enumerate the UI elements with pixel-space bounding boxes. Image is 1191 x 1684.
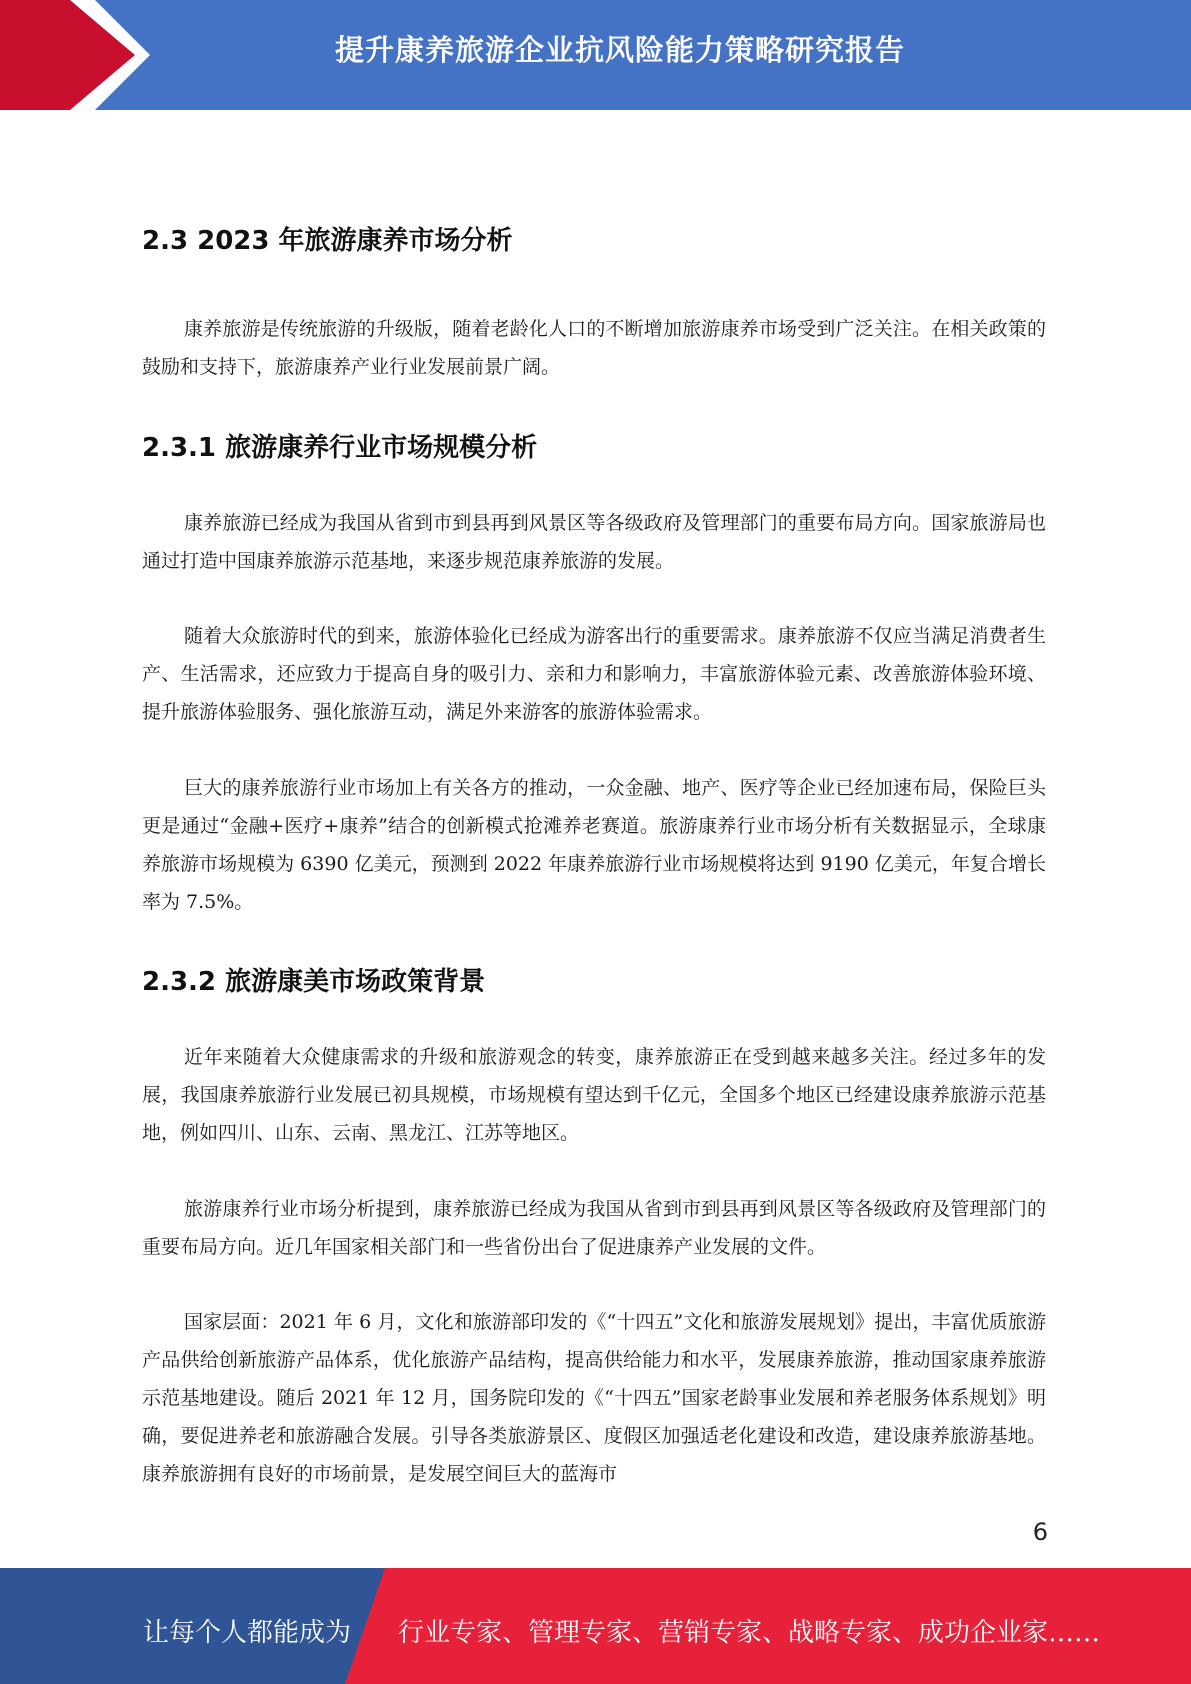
paragraph: 巨大的康养旅游行业市场加上有关各方的推动，一众金融、地产、医疗等企业已经加速布局，保险巨头更是通过“金融+医疗+康养”结合的创新模式抢滩养老赛道。旅游康养行业市场分析有关数据显示，全球康养旅游市场规模为 6390 亿美元，预测到 2022 年康养旅游行业市场规模将达到 9190 亿美元，年复合增长率为 7.5%。 — [142, 777, 1046, 913]
paragraph: 国家层面：2021 年 6 月，文化和旅游部印发的《“十四五”文化和旅游发展规划》提出，丰富优质旅游产品供给创新旅游产品体系，优化旅游产品结构，提高供给能力和水平，发展康养旅游，推动国家康养旅游示范基地建设。随后 2021 年 12 月，国务院印发的《“十四五”国家老龄事业发展和养老服务体系规划》明确，要促进养老和旅游融合发展。引导各类旅游景区、度假区加强适老化建设和改造，建设康养旅游基地。康养旅游拥有良好的市场前景，是发展空间巨大的蓝海市 — [142, 1311, 1046, 1485]
footer-slogan-right: 行业专家、管理专家、营销专家、战略专家、成功企业家…… — [398, 1618, 1101, 1648]
section-heading-2-3: 2.3 2023 年旅游康养市场分析 — [142, 226, 513, 256]
paragraph: 近年来随着大众健康需求的升级和旅游观念的转变，康养旅游正在受到越来越多关注。经过多年的发展，我国康养旅游行业发展已初具规模，市场规模有望达到千亿元，全国多个地区已经建设康养旅游示范基地，例如四川、山东、云南、黑龙江、江苏等地区。 — [142, 1046, 1046, 1144]
section-heading-2-3-1: 2.3.1 旅游康养行业市场规模分析 — [142, 433, 538, 463]
paragraph: 随着大众旅游时代的到来，旅游体验化已经成为游客出行的重要需求。康养旅游不仅应当满足消费者生产、生活需求，还应致力于提高自身的吸引力、亲和力和影响力，丰富旅游体验元素、改善旅游体验环境、提升旅游体验服务、强化旅游互动，满足外来游客的旅游体验需求。 — [142, 625, 1046, 723]
footer-slogan-left: 让每个人都能成为 — [143, 1618, 352, 1648]
page-header — [0, 0, 1191, 110]
paragraph: 康养旅游已经成为我国从省到市到县再到风景区等各级政府及管理部门的重要布局方向。国家旅游局也通过打造中国康养旅游示范基地，来逐步规范康养旅游的发展。 — [142, 512, 1046, 572]
section-heading-2-3-2: 2.3.2 旅游康美市场政策背景 — [142, 967, 486, 997]
page-number: 6 — [1032, 1518, 1048, 1546]
paragraph: 康养旅游是传统旅游的升级版，随着老龄化人口的不断增加旅游康养市场受到广泛关注。在相关政策的鼓励和支持下，旅游康养产业行业发展前景广阔。 — [142, 318, 1046, 378]
paragraph: 旅游康养行业市场分析提到，康养旅游已经成为我国从省到市到县再到风景区等各级政府及管理部门的重要布局方向。近几年国家相关部门和一些省份出台了促进康养产业发展的文件。 — [142, 1198, 1046, 1258]
page-footer — [0, 1568, 1191, 1684]
report-title: 提升康养旅游企业抗风险能力策略研究报告 — [334, 33, 905, 67]
